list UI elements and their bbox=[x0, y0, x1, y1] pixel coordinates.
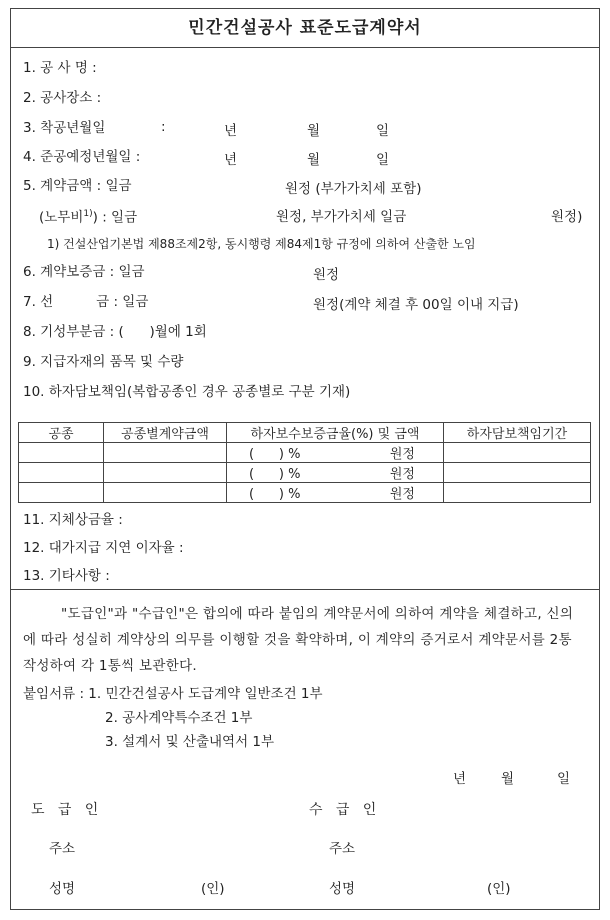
rate-percent: ( ) % bbox=[249, 467, 301, 482]
labor-cost-won-vat: 원정) bbox=[551, 209, 583, 225]
rate-percent: ( ) % bbox=[249, 447, 301, 462]
item-completion-date: 4. 준공예정년월일 : bbox=[23, 149, 141, 165]
rate-won: 원정 bbox=[389, 487, 415, 502]
table-cell[interactable] bbox=[444, 483, 591, 503]
item-contract-deposit: 6. 계약보증금 : 일금 bbox=[23, 264, 145, 280]
contractor-label: 도 급 인 bbox=[31, 802, 99, 818]
table-row bbox=[19, 483, 591, 503]
item-project-location: 2. 공사장소 : bbox=[23, 90, 102, 106]
signing-date-day: 일 bbox=[557, 771, 571, 787]
start-date-month: 월 bbox=[307, 123, 321, 139]
table-cell-rate[interactable] bbox=[227, 443, 444, 463]
contract-amount-won: 원정 (부가가치세 포함) bbox=[285, 181, 422, 197]
table-cell[interactable] bbox=[19, 443, 104, 463]
table-row bbox=[19, 443, 591, 463]
table-cell[interactable] bbox=[444, 463, 591, 483]
item-delay-penalty: 11. 지체상금율 : bbox=[23, 512, 123, 528]
table-cell[interactable] bbox=[104, 443, 227, 463]
item-progress-payment: 8. 기성부분금 : ( )월에 1회 bbox=[23, 324, 207, 340]
section-divider bbox=[11, 589, 599, 590]
table-cell[interactable] bbox=[19, 483, 104, 503]
labor-cost-label-rest: ) : 일금 bbox=[92, 209, 138, 226]
contract-form bbox=[10, 8, 600, 910]
table-cell-rate[interactable] bbox=[227, 463, 444, 483]
subcontractor-address-label: 주소 bbox=[329, 841, 356, 857]
contractor-seal: (인) bbox=[201, 881, 225, 897]
contract-deposit-won: 원정 bbox=[313, 267, 340, 283]
table-cell-rate[interactable] bbox=[227, 483, 444, 503]
table-cell[interactable] bbox=[104, 463, 227, 483]
table-header: 하자담보책임기간 bbox=[444, 423, 591, 443]
completion-date-month: 월 bbox=[307, 152, 321, 168]
completion-date-day: 일 bbox=[376, 152, 390, 168]
item-contract-amount: 5. 계약금액 : 일금 bbox=[23, 178, 132, 194]
table-header: 하자보수보증금율(%) 및 금액 bbox=[227, 423, 444, 443]
start-date-colon: : bbox=[161, 119, 166, 135]
labor-cost-won: 원정, 부가가치세 일금 bbox=[276, 209, 407, 225]
table-header: 공종 bbox=[19, 423, 104, 443]
item-late-payment-interest: 12. 대가지급 지연 이자율 : bbox=[23, 540, 184, 556]
labor-cost-line bbox=[39, 205, 137, 227]
labor-cost-label: (노무비 bbox=[39, 209, 84, 226]
item-advance-payment: 7. 선 금 : 일금 bbox=[23, 294, 149, 310]
table-header-row bbox=[19, 423, 591, 443]
rate-won: 원정 bbox=[389, 467, 415, 482]
item-start-date bbox=[23, 119, 105, 137]
labor-cost-note: 1) 건설산업기본법 제88조제2항, 동시행령 제84제1항 규정에 의하여 산출한 노임 bbox=[47, 237, 476, 251]
table-cell[interactable] bbox=[19, 463, 104, 483]
item-project-name: 1. 공 사 명 : bbox=[23, 60, 97, 76]
contractor-name-label: 성명 bbox=[49, 881, 76, 897]
labor-cost-footnote: 1) bbox=[83, 209, 93, 219]
subcontractor-seal: (인) bbox=[487, 881, 511, 897]
item-other-matters: 13. 기타사항 : bbox=[23, 568, 110, 584]
subcontractor-name-label: 성명 bbox=[329, 881, 356, 897]
start-date-label: 3. 착공년월일 bbox=[23, 120, 106, 136]
start-date-year: 년 bbox=[224, 123, 238, 139]
table-header: 공종별계약금액 bbox=[104, 423, 227, 443]
item-supplied-materials: 9. 지급자재의 품목 및 수량 bbox=[23, 354, 184, 370]
rate-won: 원정 bbox=[389, 447, 415, 462]
completion-date-year: 년 bbox=[224, 152, 238, 168]
attachment-2: 2. 공사계약특수조건 1부 bbox=[105, 710, 253, 726]
contractor-address-label: 주소 bbox=[49, 841, 76, 857]
signing-date-month: 월 bbox=[501, 771, 515, 787]
start-date-day: 일 bbox=[376, 123, 390, 139]
subcontractor-label: 수 급 인 bbox=[309, 802, 377, 818]
advance-payment-won: 원정(계약 체결 후 00일 이내 지급) bbox=[313, 297, 519, 313]
item-defect-liability: 10. 하자담보책임(복합공종인 경우 공종별로 구분 기재) bbox=[23, 384, 351, 400]
rate-percent: ( ) % bbox=[249, 487, 301, 502]
table-cell[interactable] bbox=[104, 483, 227, 503]
signing-date-year: 년 bbox=[453, 771, 467, 787]
defect-liability-table bbox=[18, 422, 591, 503]
document-title: 민간건설공사 표준도급계약서 bbox=[11, 9, 599, 48]
agreement-paragraph: "도급인"과 "수급인"은 합의에 따라 붙임의 계약문서에 의하여 계약을 체결하고, 신의에 따라 성실히 계약상의 의무를 이행할 것을 확약하며, 이 계약의 증거로서 계약문서를 2통 작성하여 각 1통씩 보관한다. bbox=[23, 606, 574, 674]
attachment-1: 붙임서류 : 1. 민간건설공사 도급계약 일반조건 1부 bbox=[23, 686, 323, 702]
table-cell[interactable] bbox=[444, 443, 591, 463]
attachment-3: 3. 설계서 및 산출내역서 1부 bbox=[105, 734, 275, 750]
table-row bbox=[19, 463, 591, 483]
